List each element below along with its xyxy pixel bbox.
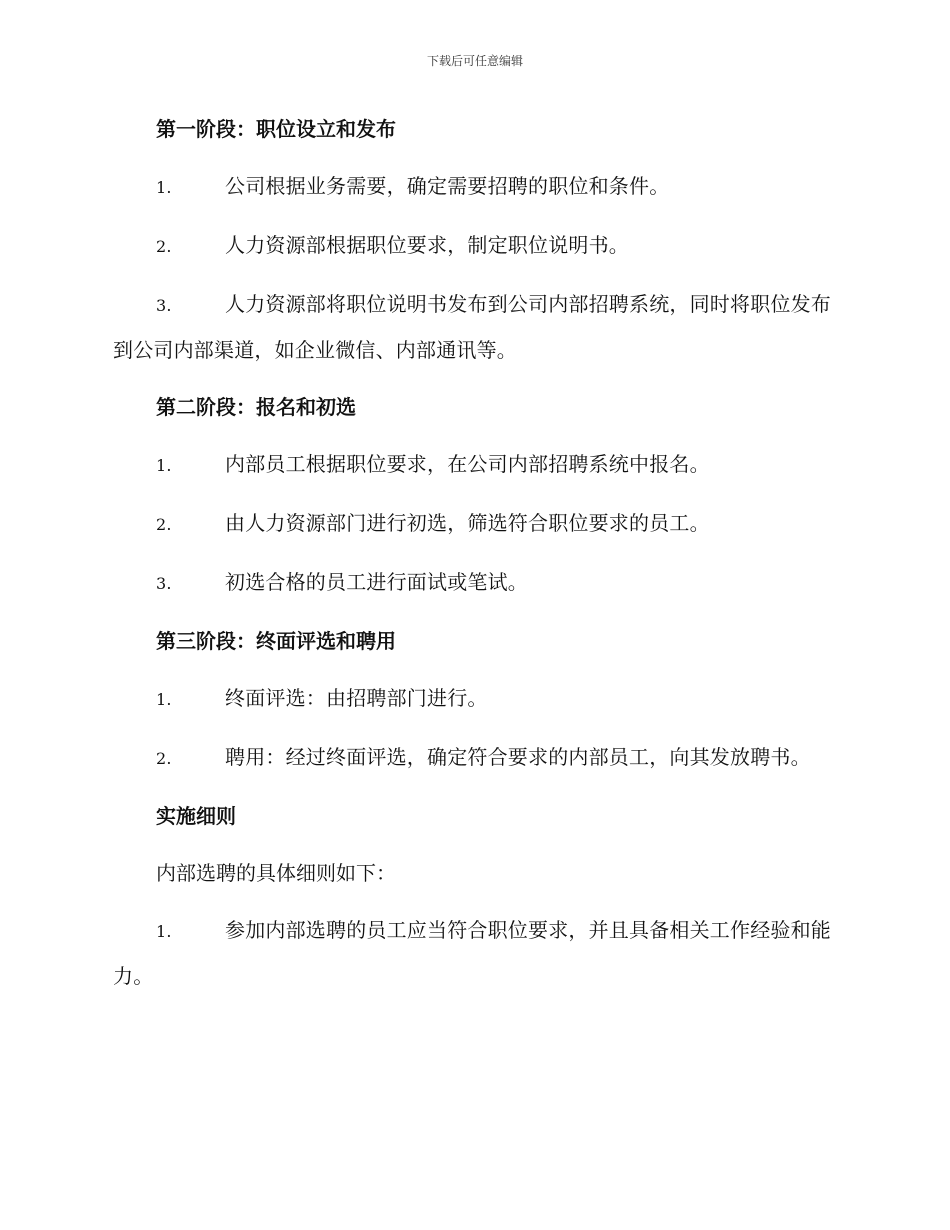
list-text: 人力资源部将职位说明书发布到公司内部招聘系统，同时将职位发布到公司内部渠道，如企业微信、内部通讯等。 [113,292,831,362]
list-item [113,735,835,781]
list-text: 人力资源部根据职位要求，制定职位说明书。 [225,233,629,257]
list-text: 内部员工根据职位要求，在公司内部招聘系统中报名。 [225,452,710,476]
section-heading: 实施细则 [156,804,236,828]
list-text: 由人力资源部门进行初选，筛选符合职位要求的员工。 [225,511,710,535]
list-text: 参加内部选聘的员工应当符合职位要求，并且具备相关工作经验和能力。 [113,918,831,988]
section-heading: 第二阶段：报名和初选 [156,395,356,419]
list-item [113,164,835,210]
list-number: 2. [156,749,172,768]
list-number: 1. [156,456,172,475]
document-body [113,107,835,1011]
list-item [113,676,835,722]
list-number: 2. [156,515,172,534]
list-text: 终面评选：由招聘部门进行。 [225,686,488,710]
intro-paragraph: 内部选聘的具体细则如下： [156,861,396,885]
list-number: 1. [156,690,172,709]
page-header: 下载后可任意编辑 [426,54,523,68]
list-item [113,223,835,269]
list-text: 初选合格的员工进行面试或笔试。 [225,570,528,594]
list-number: 3. [156,296,172,315]
list-number: 1. [156,922,172,941]
list-item [113,560,835,606]
list-number: 1. [156,178,172,197]
list-item [113,501,835,547]
list-item [113,908,835,998]
list-item [113,442,835,488]
section-heading: 第三阶段：终面评选和聘用 [156,629,396,653]
list-number: 2. [156,237,172,256]
list-item [113,282,835,372]
section-heading: 第一阶段：职位设立和发布 [156,117,396,141]
list-number: 3. [156,574,172,593]
list-text: 公司根据业务需要，确定需要招聘的职位和条件。 [225,174,670,198]
list-text: 聘用：经过终面评选，确定符合要求的内部员工，向其发放聘书。 [225,745,811,769]
